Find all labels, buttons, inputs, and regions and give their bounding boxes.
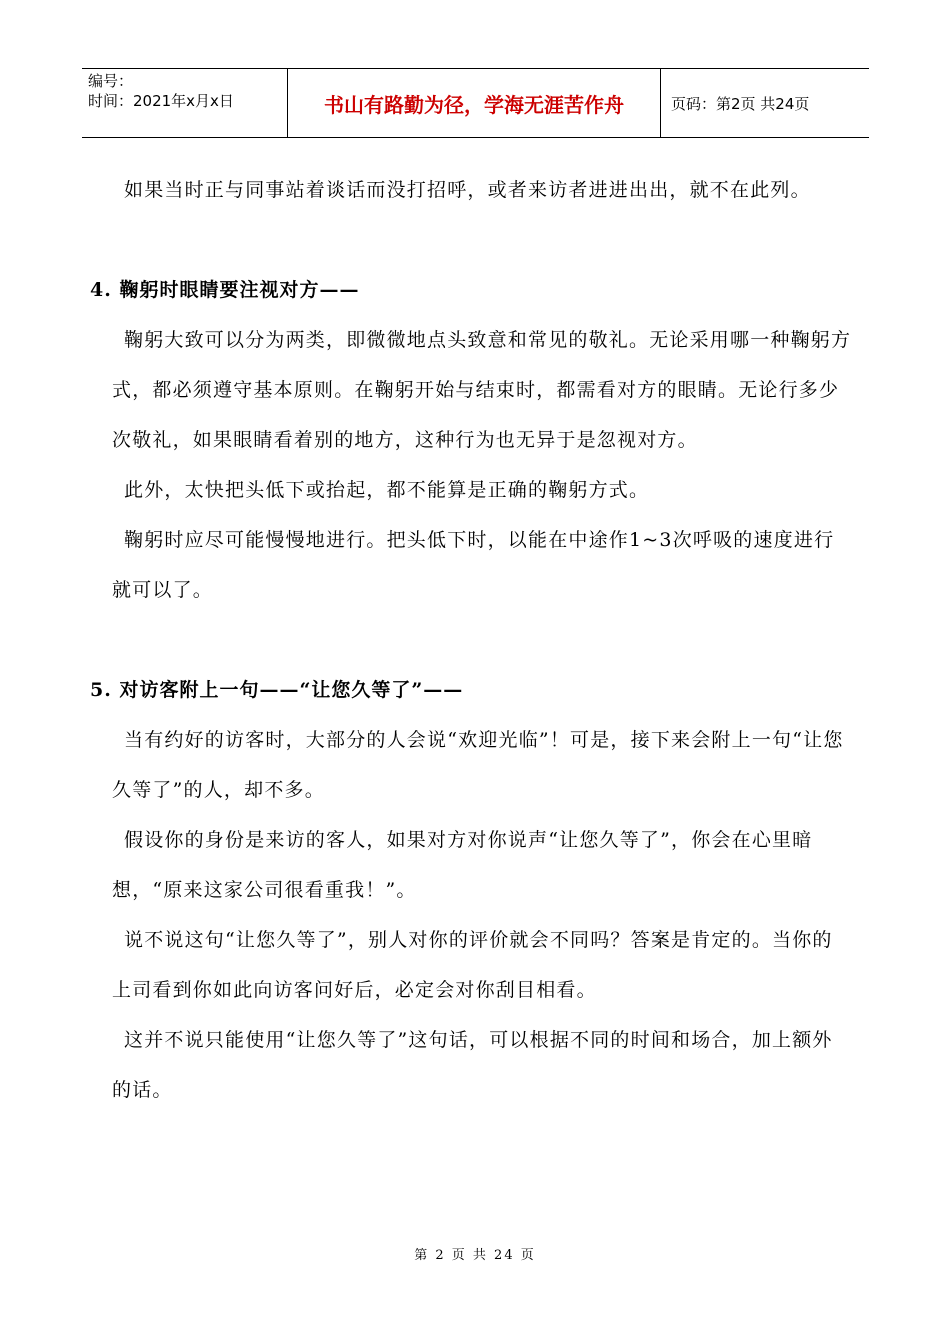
section-5-paragraph-2: 假设你的身份是来访的客人，如果对方对你说声“让您久等了”，你会在心里暗想，“原来这家公司很看重我！”。 <box>112 829 813 901</box>
section-4-paragraph-1: 鞠躬大致可以分为两类，即微微地点头致意和常见的敬礼。无论采用哪一种鞠躬方式，都必须遵守基本原则。在鞠躬开始与结束时，都需看对方的眼睛。无论行多少次敬礼，如果眼睛看着别的地方，这种行为也无异于是忽视对方。 <box>112 329 852 451</box>
section-5-paragraph-1: 当有约好的访客时，大部分的人会说“欢迎光临”！可是，接下来会附上一句“让您久等了”的人，却不多。 <box>112 729 844 801</box>
page-footer: 第 2 页 共 24 页 <box>414 1248 536 1263</box>
section-5-paragraph-3: 说不说这句“让您久等了”，别人对你的评价就会不同吗？答案是肯定的。当你的上司看到你如此向访客问好后，必定会对你刮目相看。 <box>112 929 833 1001</box>
number-label: 编号： <box>88 72 134 90</box>
header-meta <box>82 69 287 137</box>
section-5-title: 5. 对访客附上一句——“让您久等了”—— <box>90 679 464 701</box>
intro-paragraph: 如果当时正与同事站着谈话而没打招呼，或者来访者进进出出，就不在此列。 <box>124 179 811 201</box>
section-4-paragraph-2: 此外，太快把头低下或抬起，都不能算是正确的鞠躬方式。 <box>124 479 650 501</box>
header-page-info <box>661 69 869 137</box>
motto-text: 书山有路勤为径，学海无涯苦作舟 <box>324 92 624 117</box>
page-info-text: 页码：第2页 共24页 <box>671 94 810 113</box>
section-5-paragraph-4: 这并不说只能使用“让您久等了”这句话，可以根据不同的时间和场合，加上额外的话。 <box>112 1029 833 1101</box>
document-body <box>90 165 852 1115</box>
section-4-paragraph-3: 鞠躬时应尽可能慢慢地进行。把头低下时，以能在中途作1~3次呼吸的速度进行就可以了。 <box>112 529 835 601</box>
section-4-title: 4. 鞠躬时眼睛要注视对方—— <box>90 279 360 301</box>
time-label: 时间：2021年x月x日 <box>88 92 234 110</box>
header-motto <box>287 69 661 137</box>
document-header <box>82 68 869 138</box>
